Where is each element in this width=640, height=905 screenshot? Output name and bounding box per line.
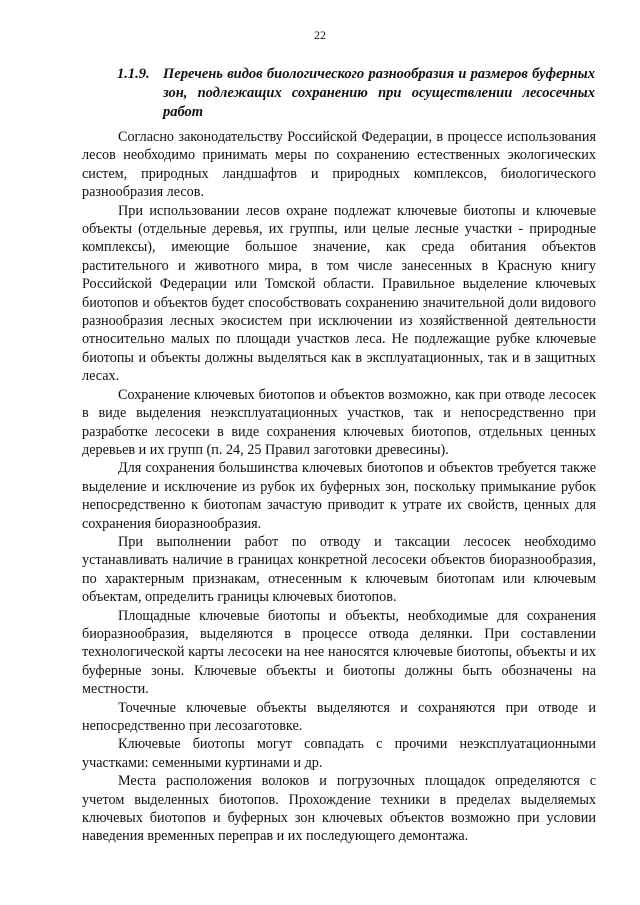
paragraph-point-objects: Точечные ключевые объекты выделяются и сохраняются при отводе и непосредственно при лесозаготовке. bbox=[82, 699, 596, 734]
paragraph-survey-works: При выполнении работ по отводу и таксации лесосек необходимо устанавливать наличие в границах конкретной лесосеки объектов биоразнообразия, по характерным признакам, отнесенным к ключевым биотопам или ключевым объектам, определить границы ключевых биотопов. bbox=[82, 533, 596, 606]
paragraph-preservation-methods: Сохранение ключевых биотопов и объектов возможно, как при отводе лесосек в виде выделения неэксплуатационных участков, так и непосредственно при разработке лесосеки в виде сохранения ключевых биотопов, отдельных ценных деревьев и их групп (п. 24, 25 Правил заготовки древесины). bbox=[82, 386, 596, 458]
paragraph-skid-trails: Места расположения волоков и погрузочных площадок определяются с учетом выделенных биотопов. Прохождение техники в пределах выделяемых ключевых биотопов и буферных зон ключевых объектов возможно при условии наведения временных переправ и их последующего демонтажа. bbox=[82, 773, 596, 845]
paragraph-buffer-zones: Для сохранения большинства ключевых биотопов и объектов требуется также выделение и исключение из рубок их буферных зон, поскольку примыкание рубок непосредственно к биотопам зачастую приводит к утрате их свойств, ценных для сохранения биоразнообразия. bbox=[82, 460, 596, 532]
paragraph-legislation: Согласно законодательству Российской Федерации, в процессе использования лесов необходимо принимать меры по сохранению естественных экологических систем, природных ландшафтов и природных комплексов, биологического разнообразия лесов. bbox=[82, 129, 596, 201]
body-text bbox=[82, 128, 596, 846]
paragraph-area-biotopes: Площадные ключевые биотопы и объекты, необходимые для сохранения биоразнообразия, выделяются в процессе отвода делянки. При составлении технологической карты лесосеки на нее наносятся ключевые биотопы, объекты и их буферные зоны. Ключевые объекты и биотопы должны быть обозначены на местности. bbox=[82, 607, 596, 698]
section-heading bbox=[117, 65, 595, 122]
section-title: Перечень видов биологического разнообразия и размеров буферных зон, подлежащих сохранению при осуществлении лесосечных работ bbox=[163, 66, 595, 120]
paragraph-overlap: Ключевые биотопы могут совпадать с прочими неэксплуатационными участками: семенными куртинами и др. bbox=[82, 736, 596, 771]
page-number: 22 bbox=[314, 28, 326, 42]
paragraph-key-biotopes-protection: При использовании лесов охране подлежат ключевые биотопы и ключевые объекты (отдельные деревья, их группы, или целые лесные участки - природные комплексы), имеющие большое значение, как среда обитания объектов растительного и животного мира, в том числе занесенных в Красную книгу Российской Федерации или Томской области. Правильное выделение ключевых биотопов и объектов будет способствовать сохранению значительной доли видового разнообразия лесных экосистем при исключении из хозяйственной деятельности относительно малых по площади участков леса. Не подлежащие рубке ключевые биотопы и объекты должны выделяться как в эксплуатационных, так и в защитных лесах. bbox=[82, 202, 596, 385]
section-number: 1.1.9. bbox=[117, 66, 150, 82]
